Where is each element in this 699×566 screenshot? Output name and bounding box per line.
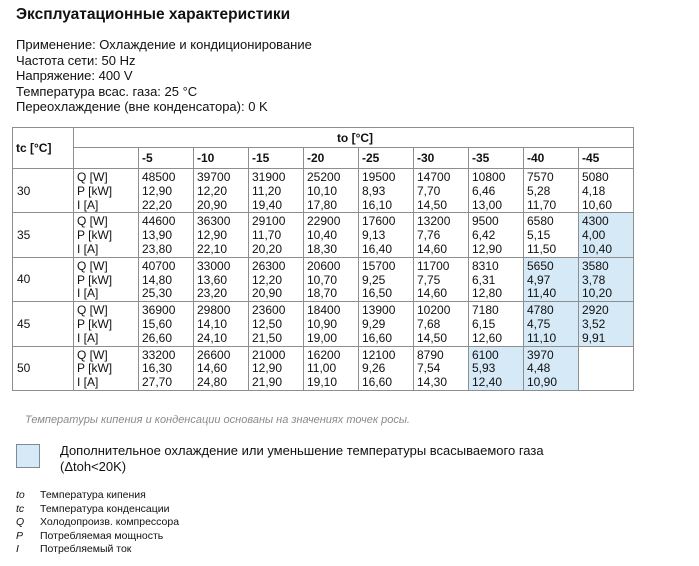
i-value: 17,80 [307, 197, 338, 212]
data-cell [414, 169, 469, 213]
p-value: 9,26 [362, 361, 386, 376]
i-value: 26,60 [142, 330, 173, 345]
p-value: 5,15 [527, 228, 551, 243]
abbreviation-description: Потребляемый ток [40, 543, 132, 556]
i-value: 19,10 [307, 375, 338, 390]
p-value: 11,20 [252, 183, 282, 198]
row-label: I [A] [77, 330, 99, 345]
i-value: 21,90 [252, 375, 283, 390]
data-cell [579, 302, 634, 346]
param-application: Применение: Охлаждение и кондиционирование [16, 37, 312, 52]
data-cell [139, 169, 194, 213]
data-cell [194, 169, 249, 213]
i-value: 19,00 [307, 330, 338, 345]
p-value: 5,93 [472, 361, 496, 376]
q-value: 39700 [197, 170, 231, 184]
p-value: 12,50 [252, 316, 283, 331]
abbreviation-symbol: Q [16, 516, 25, 529]
abbreviation-symbol: tc [16, 502, 25, 515]
data-cell [249, 346, 304, 390]
abbreviation-item [16, 489, 179, 503]
i-value: 9,91 [582, 330, 606, 345]
label-column-header [74, 148, 139, 169]
i-value: 12,40 [472, 375, 503, 390]
data-cell [304, 213, 359, 257]
q-value: 33000 [197, 258, 231, 273]
p-value: 12,90 [142, 183, 173, 198]
abbreviations-list [16, 489, 179, 557]
i-value: 24,80 [197, 375, 228, 390]
data-cell [414, 302, 469, 346]
data-cell [579, 257, 634, 301]
q-value: 5650 [527, 258, 554, 273]
p-value: 13,90 [142, 228, 173, 243]
p-value: 16,30 [142, 361, 173, 376]
data-cell [194, 213, 249, 257]
data-cell [194, 346, 249, 390]
i-value: 16,60 [362, 330, 393, 345]
data-cell [249, 257, 304, 301]
p-value: 9,29 [362, 316, 386, 331]
param-suction-temp: Температура всас. газа: 25 °C [16, 83, 198, 99]
p-value: 13,60 [197, 272, 228, 287]
p-value: 10,70 [307, 272, 338, 287]
abbreviation-symbol: P [16, 529, 24, 542]
dew-point-note: Температуры кипения и конденсации основаны на значениях точек росы. [25, 414, 410, 426]
i-value: 25,30 [142, 286, 173, 301]
q-value: 23600 [252, 303, 286, 318]
p-value: 14,60 [197, 361, 228, 376]
q-value: 4300 [582, 214, 609, 229]
tc-value: 45 [13, 302, 74, 346]
legend-text-line2: (Δtoh<20K) [60, 458, 127, 474]
row-labels [74, 213, 139, 257]
q-value: 4780 [527, 303, 554, 318]
q-value: 26600 [197, 347, 231, 362]
q-value: 13900 [362, 303, 396, 318]
q-value: 19500 [362, 170, 396, 184]
i-value: 10,90 [527, 375, 558, 390]
i-value: 10,20 [582, 286, 613, 301]
p-value: 7,70 [417, 183, 441, 198]
data-cell [469, 169, 524, 213]
data-cell [359, 213, 414, 257]
q-value: 9500 [472, 214, 499, 229]
data-cell [579, 346, 634, 390]
data-cell [469, 302, 524, 346]
data-cell [194, 257, 249, 301]
abbreviation-description: Температура конденсации [40, 502, 170, 515]
row-label: Q [W] [77, 214, 108, 229]
row-labels [74, 257, 139, 301]
p-value: 7,54 [417, 361, 441, 376]
data-cell [249, 213, 304, 257]
q-value: 5080 [582, 170, 609, 184]
q-value: 31900 [252, 170, 286, 184]
p-value: 7,76 [417, 228, 441, 243]
table-row [13, 257, 634, 301]
i-value: 10,60 [582, 197, 613, 212]
tc-value: 40 [13, 257, 74, 301]
row-labels [74, 169, 139, 213]
q-value: 2920 [582, 303, 609, 318]
q-value: 22900 [307, 214, 341, 229]
abbreviation-item [16, 530, 179, 544]
q-value: 48500 [142, 170, 176, 184]
p-value: 10,10 [307, 183, 338, 198]
i-value: 16,40 [362, 241, 393, 256]
p-value [582, 362, 633, 376]
row-labels [74, 346, 139, 390]
p-value: 12,90 [252, 361, 283, 376]
i-value: 11,10 [527, 330, 557, 345]
data-cell [469, 213, 524, 257]
p-value: 4,18 [582, 183, 606, 198]
p-value: 10,90 [307, 316, 338, 331]
data-cell [249, 302, 304, 346]
p-value: 6,31 [472, 272, 496, 287]
data-cell [524, 169, 579, 213]
data-cell [359, 346, 414, 390]
data-cell [414, 346, 469, 390]
i-value: 18,30 [307, 241, 338, 256]
data-cell [524, 257, 579, 301]
row-label: Q [W] [77, 170, 108, 184]
q-value: 8790 [417, 347, 444, 362]
p-value: 4,00 [582, 228, 606, 243]
row-labels [74, 302, 139, 346]
q-value: 6100 [472, 347, 499, 362]
row-label: I [A] [77, 241, 99, 256]
data-cell [304, 169, 359, 213]
q-value: 15700 [362, 258, 396, 273]
p-value: 9,25 [362, 272, 386, 287]
i-value: 11,50 [527, 241, 557, 256]
row-label: Q [W] [77, 258, 108, 273]
q-value: 10800 [472, 170, 506, 184]
i-value: 16,50 [362, 286, 393, 301]
data-cell [304, 302, 359, 346]
i-value: 12,90 [472, 241, 503, 256]
data-cell [194, 302, 249, 346]
q-value: 40700 [142, 258, 176, 273]
data-cell [414, 257, 469, 301]
i-value: 22,20 [142, 197, 173, 212]
q-value: 7180 [472, 303, 499, 318]
i-value: 21,50 [252, 330, 283, 345]
data-cell [304, 257, 359, 301]
page-title: Эксплуатационные характеристики [16, 6, 291, 23]
abbreviation-symbol: I [16, 543, 19, 556]
performance-table [12, 127, 634, 391]
q-value: 29100 [252, 214, 286, 229]
i-value: 18,70 [307, 286, 338, 301]
p-value: 4,97 [527, 272, 551, 287]
i-value: 14,30 [417, 375, 448, 390]
to-column-header: -5 [139, 148, 194, 169]
q-value: 7570 [527, 170, 554, 184]
q-value: 11700 [417, 258, 450, 273]
data-cell [359, 302, 414, 346]
data-cell [139, 346, 194, 390]
q-value: 16200 [307, 347, 341, 362]
p-value: 3,78 [582, 272, 606, 287]
param-frequency: Частота сети: 50 Hz [16, 52, 136, 68]
q-value: 33200 [142, 347, 176, 362]
row-label: I [A] [77, 375, 99, 390]
row-label: P [kW] [77, 228, 113, 243]
q-value: 3970 [527, 347, 554, 362]
data-cell [469, 346, 524, 390]
p-value: 14,80 [142, 272, 173, 287]
to-column-header: -10 [194, 148, 249, 169]
q-value: 21000 [252, 347, 286, 362]
q-value: 26300 [252, 258, 286, 273]
p-value: 11,00 [307, 361, 337, 376]
i-value: 22,10 [197, 241, 228, 256]
i-value: 13,00 [472, 197, 503, 212]
abbreviation-symbol: to [16, 489, 25, 501]
i-value: 12,80 [472, 286, 503, 301]
data-cell [139, 257, 194, 301]
i-value: 14,60 [417, 286, 448, 301]
q-value: 13200 [417, 214, 451, 229]
i-value: 27,70 [142, 375, 173, 390]
i-value: 16,10 [362, 197, 393, 212]
i-value: 20,20 [252, 241, 283, 256]
row-label: I [A] [77, 286, 99, 301]
table-row [13, 169, 634, 213]
data-cell [524, 346, 579, 390]
legend-text [60, 443, 544, 474]
q-value: 10200 [417, 303, 451, 318]
p-value: 6,42 [472, 228, 496, 243]
p-value: 6,46 [472, 183, 496, 198]
p-value: 4,75 [527, 316, 551, 331]
i-value: 19,40 [252, 197, 283, 212]
param-subcooling: Переохлаждение (вне конденсатора): 0 K [16, 99, 268, 114]
to-column-header: -30 [414, 148, 469, 169]
row-label: P [kW] [77, 361, 113, 376]
q-value: 3580 [582, 258, 609, 273]
abbreviation-description: Потребляемая мощность [40, 529, 164, 542]
p-value: 14,10 [197, 316, 228, 331]
p-value: 11,70 [252, 228, 282, 243]
table-row [13, 346, 634, 390]
table-row [13, 213, 634, 257]
data-cell [304, 346, 359, 390]
p-value: 12,90 [197, 228, 228, 243]
data-cell [139, 213, 194, 257]
to-column-header: -15 [249, 148, 304, 169]
abbreviation-item [16, 503, 179, 517]
q-value: 20600 [307, 258, 341, 273]
i-value: 12,60 [472, 330, 503, 345]
p-value: 9,13 [362, 228, 386, 243]
data-cell [359, 257, 414, 301]
abbreviation-item [16, 516, 179, 530]
q-value: 29800 [197, 303, 231, 318]
q-value: 8310 [472, 258, 499, 273]
data-cell [579, 213, 634, 257]
i-value: 14,60 [417, 241, 448, 256]
q-value: 36900 [142, 303, 176, 318]
data-cell [524, 302, 579, 346]
i-value: 14,50 [417, 330, 448, 345]
legend-swatch [16, 444, 40, 468]
i-value: 14,50 [417, 197, 448, 212]
i-value: 23,80 [142, 241, 173, 256]
i-value: 23,20 [197, 286, 228, 301]
q-value: 12100 [362, 347, 396, 362]
data-cell [359, 169, 414, 213]
p-value: 12,20 [252, 272, 283, 287]
data-cell [414, 213, 469, 257]
legend-text-line1: Дополнительное охлаждение или уменьшение температуры всасываемого газа [60, 443, 544, 458]
row-label: P [kW] [77, 183, 113, 198]
to-column-header: -40 [524, 148, 579, 169]
data-cell [524, 213, 579, 257]
abbreviation-item [16, 543, 179, 557]
q-value: 17600 [362, 214, 396, 229]
p-value: 6,15 [472, 316, 496, 331]
to-column-header: -35 [469, 148, 524, 169]
p-value: 15,60 [142, 316, 173, 331]
row-label: I [A] [77, 197, 99, 212]
i-value: 16,60 [362, 375, 393, 390]
p-value: 8,93 [362, 183, 386, 198]
data-cell [469, 257, 524, 301]
data-cell [139, 302, 194, 346]
tc-header: tc [°C] [13, 128, 74, 169]
i-value: 11,70 [527, 197, 557, 212]
q-value: 14700 [417, 170, 451, 184]
abbreviation-description: Холодопроизв. компрессора [40, 516, 180, 529]
p-value: 7,68 [417, 316, 441, 331]
q-value: 36300 [197, 214, 231, 229]
tc-value: 30 [13, 169, 74, 213]
p-value: 7,75 [417, 272, 441, 287]
tc-value: 50 [13, 346, 74, 390]
row-label: Q [W] [77, 303, 108, 318]
data-cell [579, 169, 634, 213]
p-value: 3,52 [582, 316, 606, 331]
row-label: Q [W] [77, 347, 108, 362]
abbreviation-description: Температура кипения [40, 489, 146, 501]
q-value: 25200 [307, 170, 341, 184]
q-value [582, 349, 633, 363]
p-value: 12,20 [197, 183, 228, 198]
p-value: 10,40 [307, 228, 338, 243]
parameters-list [16, 37, 312, 115]
param-voltage: Напряжение: 400 V [16, 68, 133, 83]
i-value: 20,90 [197, 197, 228, 212]
q-value: 6580 [527, 214, 554, 229]
i-value: 24,10 [197, 330, 228, 345]
row-label: P [kW] [77, 272, 113, 287]
q-value: 18400 [307, 303, 341, 318]
to-header: to [°C] [74, 128, 634, 148]
tc-value: 35 [13, 213, 74, 257]
i-value [582, 376, 633, 390]
p-value: 4,48 [527, 361, 551, 376]
i-value: 11,40 [527, 286, 557, 301]
i-value: 10,40 [582, 241, 613, 256]
row-label: P [kW] [77, 316, 113, 331]
p-value: 5,28 [527, 183, 551, 198]
to-column-header: -25 [359, 148, 414, 169]
to-column-header: -20 [304, 148, 359, 169]
q-value: 44600 [142, 214, 176, 229]
data-cell [249, 169, 304, 213]
to-column-header: -45 [579, 148, 634, 169]
table-row [13, 302, 634, 346]
i-value: 20,90 [252, 286, 283, 301]
